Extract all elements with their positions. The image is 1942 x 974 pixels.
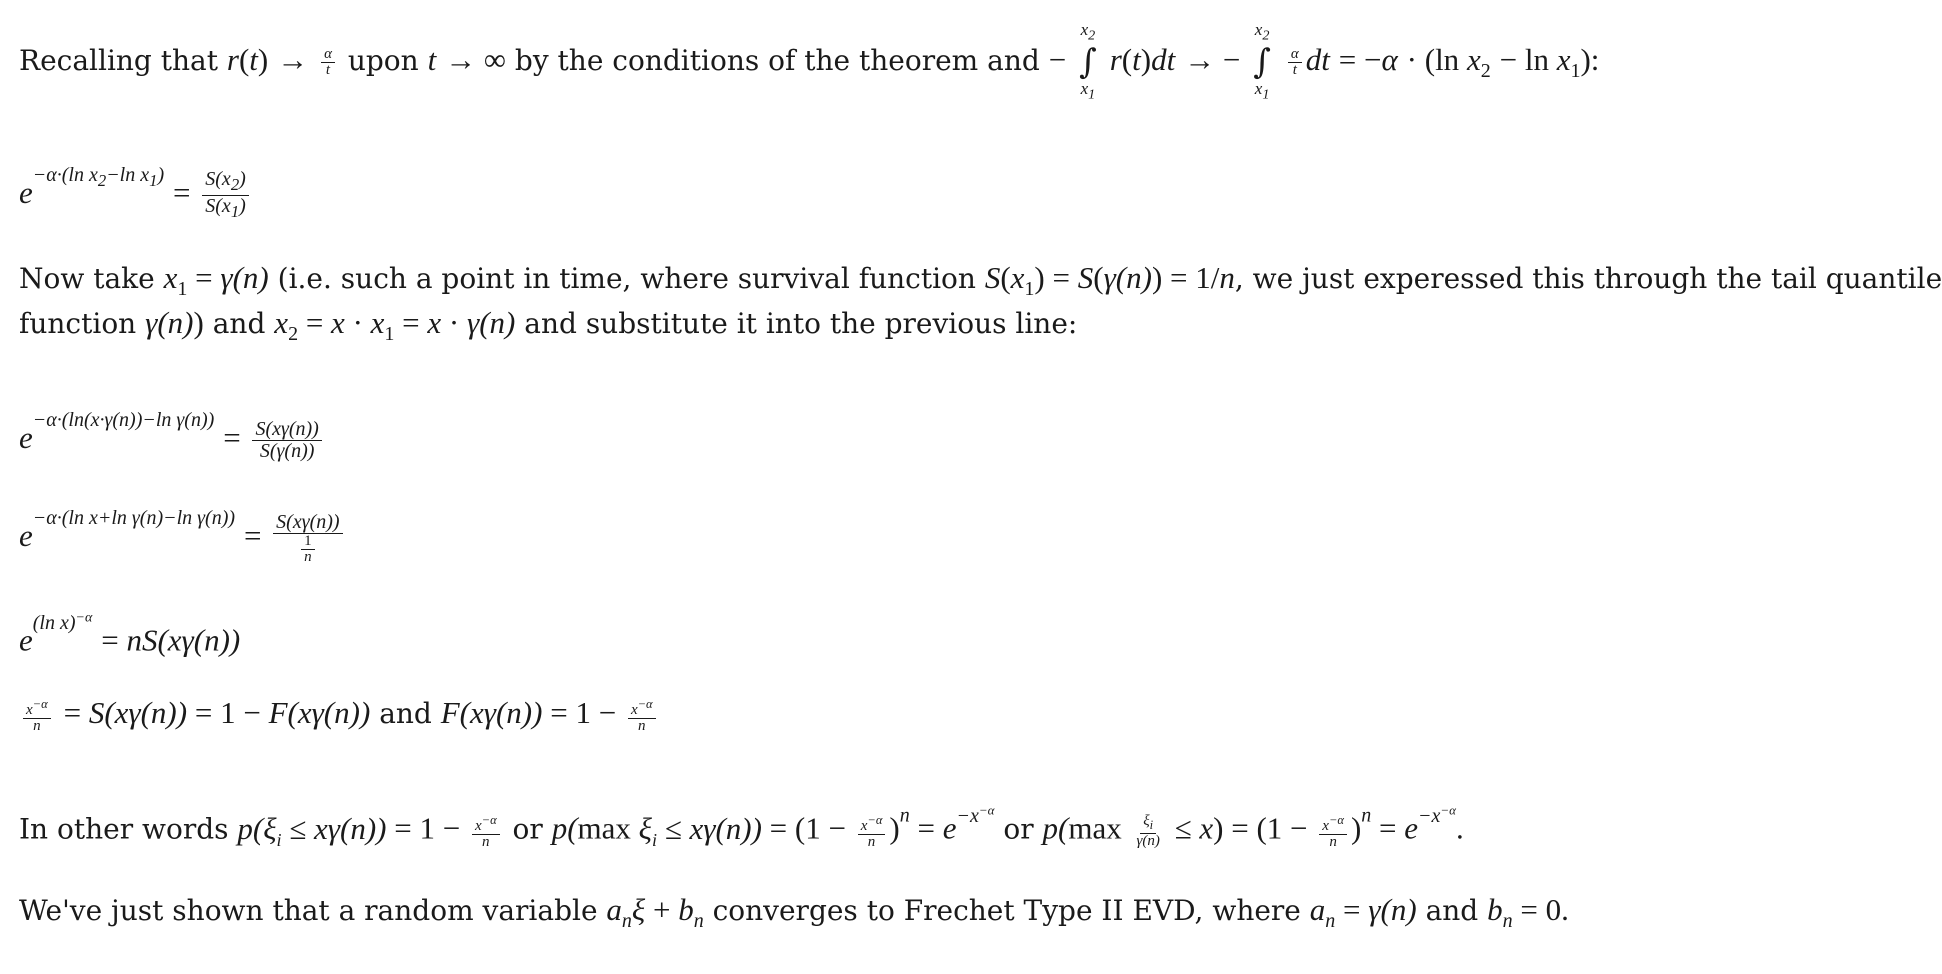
conclusion-text-c: and	[1425, 894, 1479, 927]
cdf-joiner: and	[379, 697, 432, 730]
iow-lead: In other words	[19, 812, 229, 846]
fraction-s-ratio: $\frac{S(x_2)}{S(x_1)}$	[202, 169, 249, 222]
fraction-s-over-one-over-n: $\frac{S(x\gamma(n))}{\frac{1}{n}}$	[273, 512, 342, 565]
transition-text-2a: function	[19, 307, 137, 340]
equation-survival-ratio: $e^{-\alpha\cdot(ln x_2-ln x_1)}$ = $\frac{S(x_2)}{S(x_1)}$	[19, 152, 253, 222]
intro-text-c: by the conditions of the theorem and	[514, 43, 1040, 77]
equation-n-s: $e^{(ln x)^{-\alpha}} = nS(x\gamma(n))$	[19, 610, 241, 658]
integral-r-dt: $x_2$ ∫ $x_1$	[1079, 20, 1097, 103]
conclusion-line: We've just shown that a random variable $a_n\xi + b_n$ converges to Frechet Type II EVD, where $a_n = \gamma(n)$ and $b_n = 0$.	[19, 892, 1569, 932]
transition-text-1a: Now take	[19, 262, 155, 295]
transition-text-1b: (i.e. such a point in time, where survival function	[277, 262, 976, 295]
fraction-x-pow-over-n: $\frac{x^{-\alpha}}{n}$	[23, 697, 51, 734]
transition-text-2b: and	[212, 307, 266, 340]
iow-or-1: or	[512, 812, 543, 846]
formula-r-of-t: r	[226, 41, 239, 77]
intro-text-b: upon	[347, 43, 419, 77]
formula-t: t	[427, 41, 437, 77]
equation-expanded: $e^{-\alpha\cdot(ln x+ln \gamma(n)-ln \gamma(n))}$ = $\frac{S(x\gamma(n))}{\frac{1}{n}}$	[19, 495, 347, 565]
iow-or-2: or	[1003, 812, 1034, 846]
conclusion-text-a: We've just shown that a random variable	[19, 894, 598, 927]
arrow: →	[277, 41, 309, 77]
intro-line: Recalling that r(t) → $\frac{\alpha}{t}$ upon t → ∞ by the conditions of the theorem and − $x_2$ ∫ $x_1$ r(t)dt → − $x_2$ ∫ $x_1$ $\frac{\alpha}{t}$ dt = −α · (ln $x_2 - \ln x_1$):	[19, 20, 1600, 103]
transition-text-1c: , we just experessed this through the tail quantile	[1234, 262, 1942, 295]
transition-line-1: Now take $x_1 = \gamma(n)$ (i.e. such a point in time, where survival function $S(x_1) = S(\gamma(n)) = 1/n$, we just experessed this through the tail quantile	[19, 260, 1942, 300]
transition-text-2c: and substitute it into the previous line:	[524, 307, 1078, 340]
equation-cdf: $\frac{x^{-\alpha}}{n}$ = S(xγ(n)) = 1 − F(xγ(n)) and F(xγ(n)) = 1 − $\frac{x^{-\alpha}}{n}$	[19, 690, 660, 737]
in-other-words-line: In other words $p(\xi_i \le x\gamma(n)) = 1$ − $\frac{x^{-\alpha}}{n}$ or p(max $\xi_i \le x\gamma(n)) = (1$ − $\frac{x^{-\alpha}}{n}$ )$^n = e^{-x^{-\alpha}}$ or p(max $\frac{\xi_i}{\gamma(n)}$ ≤ x) = (1 − $\frac{x^{-\alpha}}{n}$ )$^n = e^{-x^{-\alpha}}$.	[19, 802, 1464, 850]
fraction-s-xgamma-over-s-gamma: $\frac{S(x\gamma(n))}{S(\gamma(n))}$	[252, 419, 321, 462]
equation-substituted: $e^{-\alpha\cdot(ln(x\cdot\gamma(n))-ln \gamma(n))}$ = $\frac{S(x\gamma(n))}{S(\gamma(n))}$	[19, 397, 326, 462]
conclusion-text-b: converges to Frechet Type II EVD, where	[712, 894, 1301, 927]
intro-text-a: Recalling that	[19, 43, 218, 77]
integral-alpha-over-t-dt: $x_2$ ∫ $x_1$	[1253, 20, 1271, 103]
fraction-alpha-over-t: $\frac{\alpha}{t}$	[321, 47, 335, 78]
transition-line-2: function γ(n)) and $x_2 = x \cdot x_1 = x \cdot \gamma(n)$ and substitute it into the previous line:	[19, 305, 1078, 345]
